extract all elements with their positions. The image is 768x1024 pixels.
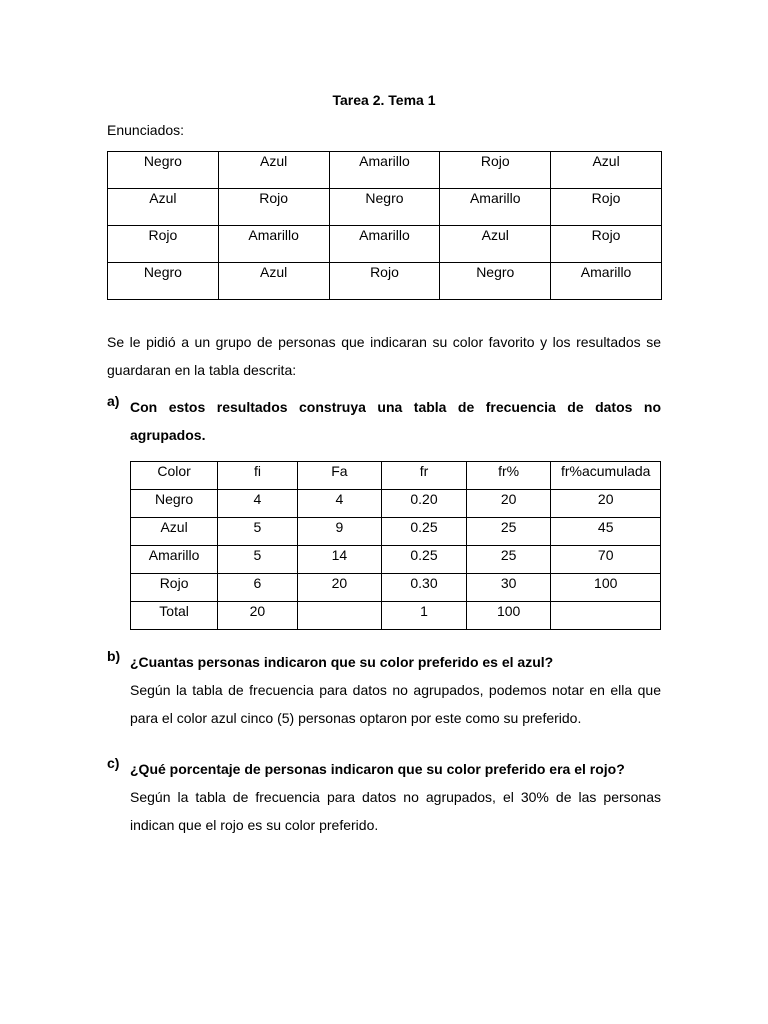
table-cell: Amarillo [329,152,440,189]
table-cell: 20 [297,574,381,602]
table-total-row [131,602,661,630]
table-cell: Rojo [131,574,218,602]
table-row [131,574,661,602]
header-cell-fr-percent: fr% [466,462,551,490]
table-row [131,546,661,574]
table-cell: 4 [218,490,298,518]
intro-paragraph: Se le pidió a un grupo de personas que indicaran su color favorito y los resultados se guardaran en la tabla descrita: [107,334,661,378]
table-cell: Negro [440,263,551,300]
page-title: Tarea 2. Tema 1 [332,92,436,108]
table-cell: Amarillo [218,226,329,263]
table-row [108,226,662,263]
header-cell-fi: fi [218,462,298,490]
table-cell: 25 [466,546,551,574]
table-cell: 14 [297,546,381,574]
table-cell: 0.30 [382,574,467,602]
table-cell: 20 [551,490,661,518]
table-cell: 20 [218,602,298,630]
table-cell: Total [131,602,218,630]
header-cell-fr: fr [382,462,467,490]
table-cell: 0.25 [382,518,467,546]
header-cell-color: Color [131,462,218,490]
table-header-row [131,462,661,490]
question-b-text: ¿Cuantas personas indicaron que su color preferido es el azul? [130,654,554,670]
table-cell: 5 [218,546,298,574]
table-cell: Rojo [440,152,551,189]
table-cell: Rojo [551,226,662,263]
header-cell-fr-acumulada: fr%acumulada [551,462,661,490]
table-cell: 25 [466,518,551,546]
question-b-answer: Según la tabla de frecuencia para datos no agrupados, podemos notar en ella que para el color azul cinco (5) personas optaron por este como su preferido. [130,682,661,726]
table-cell: 5 [218,518,298,546]
table-cell: Rojo [108,226,219,263]
question-a [107,393,661,449]
frequency-table [130,461,661,630]
table-cell: 1 [382,602,467,630]
table-cell: Negro [108,263,219,300]
question-c [107,755,661,839]
table-row [108,189,662,226]
table-cell [297,602,381,630]
raw-data-table [107,151,662,300]
question-a-label: a) [107,393,120,409]
table-cell: Rojo [218,189,329,226]
table-cell: Azul [218,263,329,300]
table-cell: 9 [297,518,381,546]
enunciados-label: Enunciados: [107,122,185,138]
table-cell: Amarillo [329,226,440,263]
question-b-label: b) [107,648,121,664]
table-row [131,518,661,546]
table-cell: 6 [218,574,298,602]
table-cell: Azul [551,152,662,189]
question-c-label: c) [107,755,120,771]
table-cell: Amarillo [551,263,662,300]
table-cell: Azul [218,152,329,189]
table-cell: Negro [329,189,440,226]
question-a-text: Con estos resultados construya una tabla de frecuencia de datos no agrupados. [130,399,661,443]
table-cell: 0.20 [382,490,467,518]
table-cell: 100 [466,602,551,630]
table-cell: 45 [551,518,661,546]
table-row [131,490,661,518]
table-cell: Rojo [329,263,440,300]
table-cell [551,602,661,630]
table-cell: Negro [131,490,218,518]
question-c-text: ¿Qué porcentaje de personas indicaron que su color preferido era el rojo? [130,761,625,777]
table-cell: 70 [551,546,661,574]
table-cell: Amarillo [131,546,218,574]
table-cell: 0.25 [382,546,467,574]
table-cell: Azul [131,518,218,546]
table-cell: Azul [440,226,551,263]
table-cell: 30 [466,574,551,602]
table-row [108,152,662,189]
header-cell-fa: Fa [297,462,381,490]
table-cell: Negro [108,152,219,189]
table-cell: 4 [297,490,381,518]
question-c-answer: Según la tabla de frecuencia para datos no agrupados, el 30% de las personas indican que el rojo es su color preferido. [130,789,661,833]
table-cell: Rojo [551,189,662,226]
table-row [108,263,662,300]
table-cell: 100 [551,574,661,602]
question-b [107,648,661,732]
table-cell: 20 [466,490,551,518]
table-cell: Amarillo [440,189,551,226]
table-cell: Azul [108,189,219,226]
